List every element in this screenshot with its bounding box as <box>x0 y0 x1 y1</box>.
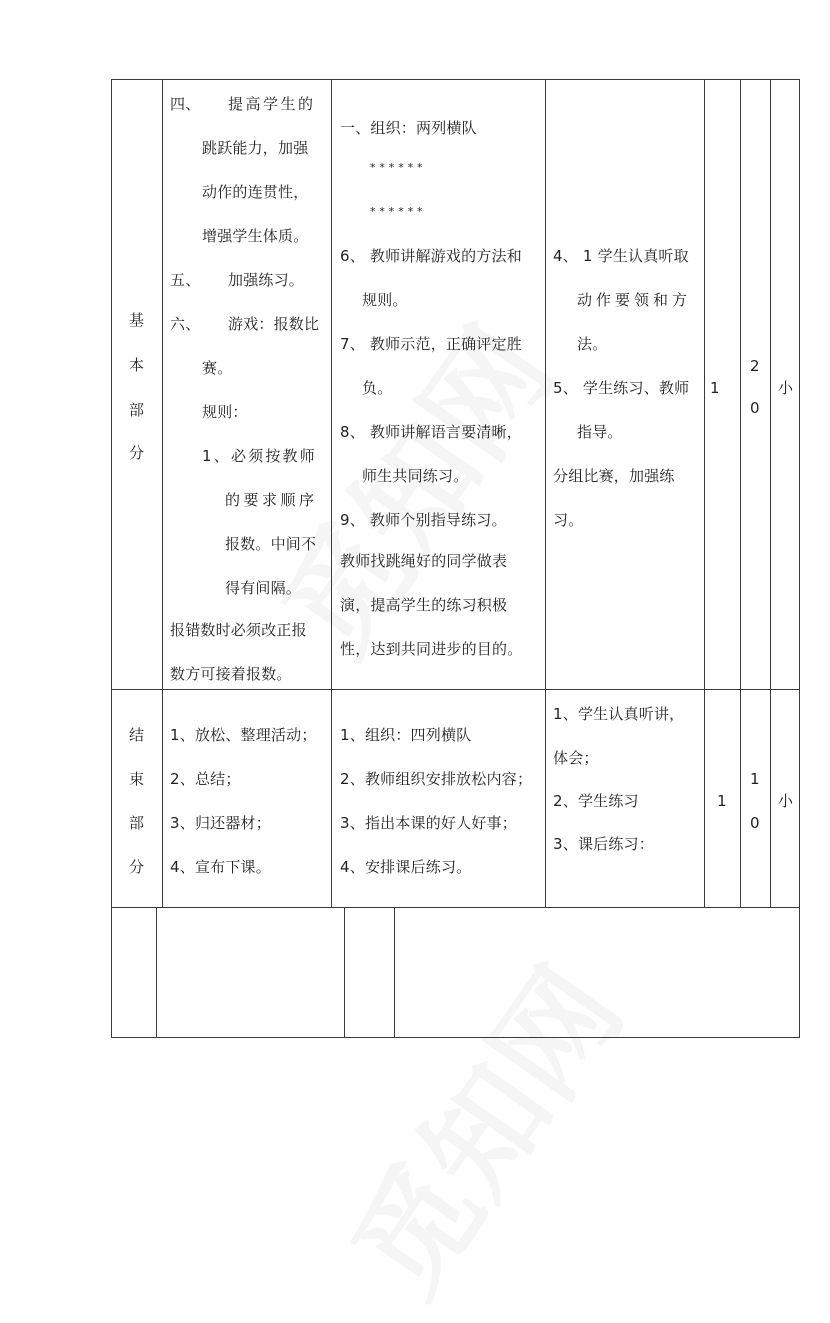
teacher-line: 负。 <box>362 379 393 397</box>
teacher-line: 性，达到共同进步的目的。 <box>340 640 523 658</box>
teacher-line: 教师找跳绳好的同学做表 <box>340 552 508 570</box>
teacher-line: 8、 教师讲解语言要清晰， <box>340 423 522 441</box>
teacher-line: 3、指出本课的好人好事； <box>340 814 517 832</box>
row-divider <box>111 689 799 690</box>
objective-line: 赛。 <box>202 359 233 377</box>
watermark <box>306 929 653 1323</box>
objective-line: 跳跃能力，加强 <box>202 139 309 157</box>
formation-stars: * * * * * * <box>370 161 423 174</box>
table-border-right <box>799 79 800 1038</box>
objective-line: 四、 <box>170 95 201 113</box>
student-line: 法。 <box>577 335 608 353</box>
objective-line: 的要求顺序 <box>225 491 318 509</box>
table-border-left <box>111 79 112 1038</box>
teacher-line: 1、组织：四列横队 <box>340 726 472 744</box>
objective-line: 报数。中间不 <box>225 535 317 553</box>
time-digit: 1 <box>750 770 760 788</box>
student-line: 5、 学生练习、教师 <box>553 379 690 397</box>
intensity: 小 <box>778 379 794 397</box>
formation-stars: * * * * * * <box>370 205 423 218</box>
intensity: 小 <box>778 792 794 810</box>
student-line: 2、学生练习 <box>553 792 639 810</box>
objective-line: 提高学生的 <box>228 95 316 113</box>
student-line: 习。 <box>553 511 584 529</box>
col-divider <box>344 907 345 1038</box>
student-line: 分组比赛，加强练 <box>553 467 675 485</box>
time-digit: 0 <box>750 814 760 832</box>
teacher-line: 规则。 <box>362 291 408 309</box>
heading-char: 分 <box>129 858 145 876</box>
heading-char: 部 <box>129 814 145 832</box>
col-divider <box>545 79 546 908</box>
teacher-line: 4、安排课后练习。 <box>340 858 472 876</box>
objective-line: 得有间隔。 <box>225 579 302 597</box>
objective-line: 报错数时必须改正报 <box>170 621 307 639</box>
time-digit: 0 <box>750 399 760 417</box>
col-divider <box>740 79 741 908</box>
objective-line: 五、 <box>170 271 201 289</box>
objective-line: 数方可接着报数。 <box>170 665 292 683</box>
table-border-bottom <box>111 1037 799 1038</box>
col-divider <box>770 79 771 908</box>
objective-line: 加强练习。 <box>228 271 305 289</box>
objective-line: 规则： <box>202 403 248 421</box>
objective-line: 游戏：报数比 <box>228 315 320 333</box>
col-divider <box>162 79 163 908</box>
col-divider <box>331 79 332 908</box>
student-line: 体会； <box>553 749 599 767</box>
student-line: 4、 1 学生认真听取 <box>553 247 689 265</box>
heading-char: 基 <box>129 311 145 329</box>
student-line: 3、课后练习： <box>553 835 654 853</box>
col-divider <box>156 907 157 1038</box>
teacher-line: 6、 教师讲解游戏的方法和 <box>340 247 522 265</box>
student-line: 指导。 <box>577 423 623 441</box>
teacher-line: 演，提高学生的练习积极 <box>340 596 508 614</box>
practice-count: 1 <box>717 792 727 810</box>
objective-line: 动作的连贯性， <box>202 183 309 201</box>
heading-char: 束 <box>129 770 145 788</box>
row-divider <box>111 907 799 908</box>
objective-line: 1、放松、整理活动； <box>170 726 317 744</box>
student-line: 动作要领和方 <box>577 291 692 309</box>
objective-line: 六、 <box>170 315 201 333</box>
teacher-line: 9、 教师个别指导练习。 <box>340 511 507 529</box>
heading-char: 本 <box>129 356 145 374</box>
col-divider <box>394 907 395 1038</box>
teacher-line: 师生共同练习。 <box>362 467 469 485</box>
objective-line: 4、宣布下课。 <box>170 858 271 876</box>
time-digit: 2 <box>750 357 760 375</box>
teacher-line: 2、教师组织安排放松内容； <box>340 770 533 788</box>
teacher-line: 一、组织：两列横队 <box>340 119 477 137</box>
objective-line: 1、必须按教师 <box>202 447 317 465</box>
practice-count: 1 <box>710 379 720 397</box>
objective-line: 3、归还器材； <box>170 814 271 832</box>
heading-char: 分 <box>129 444 145 462</box>
teacher-line: 7、 教师示范，正确评定胜 <box>340 335 522 353</box>
heading-char: 部 <box>129 401 145 419</box>
table-border-top <box>111 79 799 80</box>
objective-line: 增强学生体质。 <box>202 227 309 245</box>
heading-char: 结 <box>129 726 145 744</box>
objective-line: 2、总结； <box>170 770 241 788</box>
student-line: 1、学生认真听讲， <box>553 705 685 723</box>
col-divider <box>704 79 705 908</box>
